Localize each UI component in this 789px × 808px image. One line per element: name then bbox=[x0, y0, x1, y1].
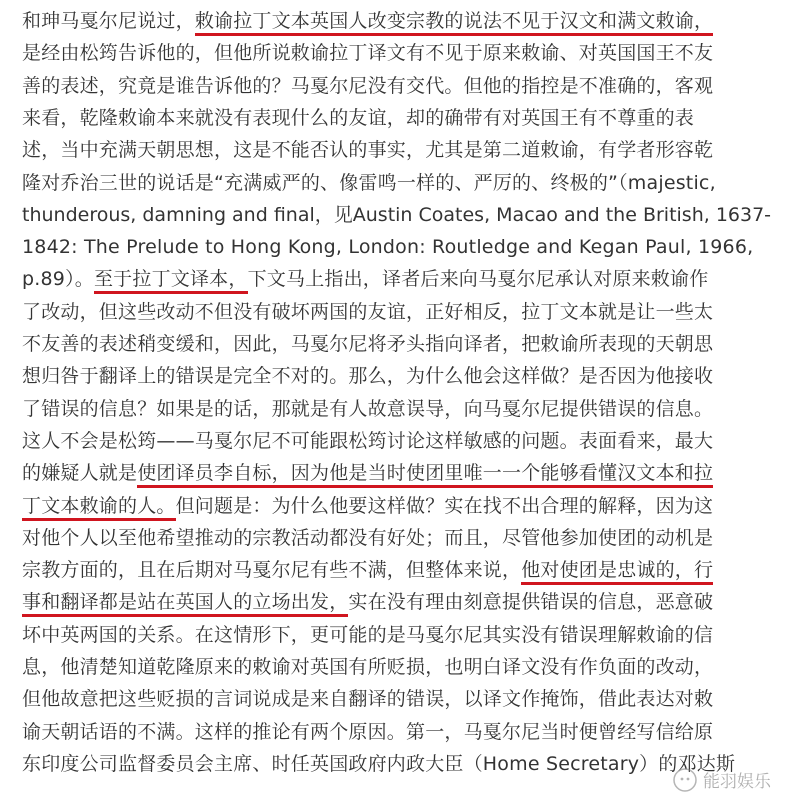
text-line bbox=[22, 134, 713, 166]
text-run: p.89）。 bbox=[22, 268, 94, 291]
watermark bbox=[673, 767, 771, 792]
text-line bbox=[22, 37, 713, 69]
text-run: 这人不会是松筠——马戛尔尼不可能跟松筠讨论这样敏感的问题。表面看来，最大 bbox=[22, 429, 714, 452]
watermark-text: 能羽娱乐 bbox=[703, 772, 771, 792]
text-run: 宗教方面的，且在后期对马戛尔尼有些不满，但整体来说， bbox=[22, 559, 522, 582]
text-run: 谕天朝话语的不满。这样的推论有两个原因。第一，马戛尔尼当时便曾经写信给原 bbox=[22, 720, 714, 743]
text-line bbox=[22, 619, 713, 651]
text-run: 述，当中充满天朝思想，这是不能否认的事实，尤其是第二道敕谕，有学者形容乾 bbox=[22, 139, 714, 162]
text-line bbox=[22, 199, 771, 231]
text-line bbox=[22, 167, 716, 199]
text-line bbox=[22, 360, 713, 392]
text-line bbox=[22, 457, 713, 489]
text-run: 下文马上指出，译者后来向马戛尔尼承认对原来敕谕作 bbox=[247, 268, 709, 291]
text-line bbox=[22, 522, 713, 554]
text-run: 不友善的表述稍变缓和，因此，马戛尔尼将矛头指向译者，把敕谕所表现的天朝思 bbox=[22, 333, 714, 355]
underlined-text: 他对使团是忠诚的，行 bbox=[521, 559, 713, 585]
text-line bbox=[22, 683, 713, 715]
text-run: 息，他清楚知道乾隆原来的敕谕对英国有所贬损，也明白译文没有作负面的改动， bbox=[22, 656, 714, 678]
text-line bbox=[22, 263, 708, 295]
text-line bbox=[22, 328, 713, 360]
text-run: 了错误的信息？如果是的话，那就是有人故意误导，向马戛尔尼提供错误的信息。 bbox=[22, 397, 714, 420]
text-line bbox=[22, 716, 713, 748]
text-line bbox=[22, 296, 713, 328]
text-line bbox=[22, 748, 735, 780]
text-line bbox=[22, 393, 713, 425]
text-run: 但他故意把这些贬损的言词说成是来自翻译的错误，以译文作掩饰，借此表达对敕 bbox=[22, 688, 714, 711]
underlined-text: 事和翻译都是站在英国人的立场出发， bbox=[22, 591, 348, 617]
text-run: 但问题是：为什么他要这样做？实在找不出合理的解释，因为这 bbox=[175, 494, 714, 517]
text-run: 了改动，但这些改动不但没有破坏两国的友谊，正好相反，拉丁文本就是让一些太 bbox=[22, 300, 714, 323]
text-run: 东印度公司监督委员会主席、时任英国政府内政大臣（Home Secretary）的邓达斯 bbox=[22, 752, 736, 775]
wechat-logo-icon bbox=[673, 768, 697, 792]
text-run: 实在没有理由刻意提供错误的信息，恶意破 bbox=[348, 591, 714, 614]
underlined-text: 使团译员李自标，因为他是当时使团里唯一一个能够看懂汉文本和拉 bbox=[137, 462, 713, 488]
text-run: 是经由松筠告诉他的，但他所说敕谕拉丁译文有不见于原来敕谕、对英国国王不友 bbox=[22, 42, 714, 65]
text-run: 的嫌疑人就是 bbox=[22, 462, 138, 485]
text-line bbox=[22, 425, 713, 457]
text-run: 来看，乾隆敕谕本来就没有表现什么的友谊，却的确带有对英国王有不尊重的表 bbox=[22, 106, 695, 129]
text-line bbox=[22, 651, 713, 683]
text-line bbox=[22, 70, 713, 102]
text-run: 善的表述，究竟是谁告诉他的？马戛尔尼没有交代。但他的指控是不准确的，客观 bbox=[22, 74, 714, 97]
text-run: thunderous, damning and final，见Austin Coates, Macao and the British, 1637- bbox=[22, 203, 772, 226]
text-line bbox=[22, 5, 713, 37]
text-line bbox=[22, 490, 713, 522]
text-run: 隆对乔治三世的说话是“充满威严的、像雷鸣一样的、严厉的、终极的”（majestic, bbox=[22, 171, 716, 194]
underlined-text: 敕谕拉丁文本英国人改变宗教的说法不见于汉文和满文敕谕， bbox=[195, 10, 713, 36]
text-run: 1842: The Prelude to Hong Kong, London: Routledge and Kegan Paul, 1966, bbox=[22, 236, 754, 259]
text-run: 坏中英两国的关系。在这情形下，更可能的是马戛尔尼其实没有错误理解敕谕的信 bbox=[22, 623, 714, 646]
underlined-text: 丁文本敕谕的人。 bbox=[22, 495, 176, 521]
underlined-text: 至于拉丁文译本， bbox=[94, 268, 248, 294]
text-run: 和珅马戛尔尼说过， bbox=[22, 10, 195, 32]
text-run: 想归咎于翻译上的错误是完全不对的。那么，为什么他会这样做？是否因为他接收 bbox=[22, 365, 714, 388]
text-line bbox=[22, 554, 713, 586]
text-line bbox=[22, 102, 694, 134]
text-run: 对他个人以至他希望推动的宗教活动都没有好处；而且，尽管他参加使团的动机是 bbox=[22, 526, 714, 549]
text-line bbox=[22, 231, 753, 263]
text-line bbox=[22, 586, 713, 618]
